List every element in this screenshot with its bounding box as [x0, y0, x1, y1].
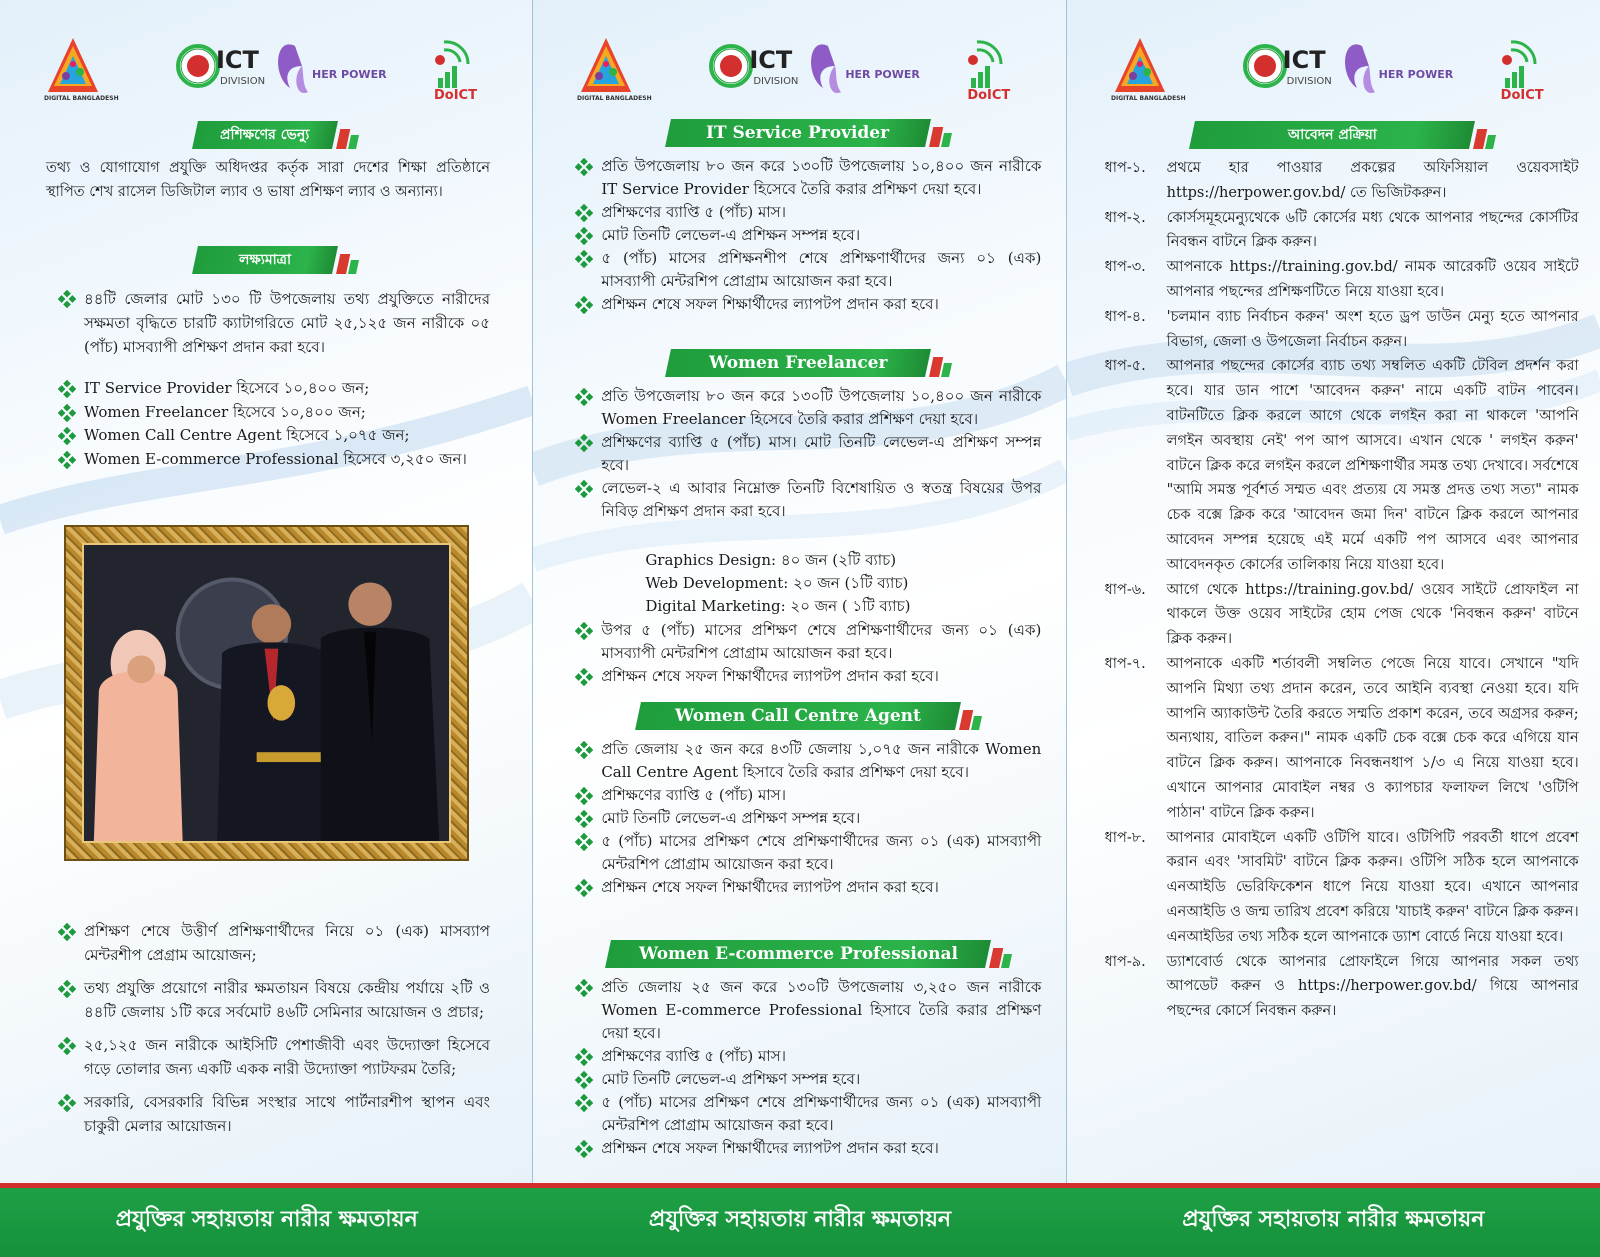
bullet-icon	[575, 250, 593, 268]
bullet-icon	[575, 833, 593, 851]
list-item: ২৫,১২৫ জন নারীকে আইসিটি পেশাজীবী এবং উদ্যোক্তা হিসেবে গড়ে তোলার জন্য একটি একক নারী উদ্যোক্তা প্যাটফরম তৈরি;	[58, 1034, 490, 1081]
bullet-icon	[575, 879, 593, 897]
her-power-text: HER POWER	[1378, 68, 1454, 81]
bullet-icon	[58, 1094, 76, 1112]
wf-list	[575, 385, 1041, 523]
itsp-list	[575, 155, 1041, 316]
list-item: Graphics Design: ৪০ জন (২টি ব্যাচ)	[645, 551, 897, 569]
list-item: ৫ (পাঁচ) মাসের প্রশিক্ষণ শেষে প্রশিক্ষণার্থীদের জন্য ০১ (এক) মাসব্যাপী মেন্টরশিপ প্রোগ্রাম আয়োজন করা হবে।	[575, 1091, 1041, 1137]
list-item: Women E-commerce Professional হিসেবে ৩,২৫০ জন।	[58, 448, 490, 472]
bullet-icon	[575, 434, 593, 452]
bullet-icon	[575, 480, 593, 498]
bullet-icon	[575, 787, 593, 805]
panel-left	[0, 0, 533, 1183]
her-power-text: HER POWER	[312, 68, 387, 81]
bullet-icon	[58, 980, 76, 998]
ict-logo-text: ICT	[1282, 46, 1326, 74]
bullet-icon	[575, 1048, 593, 1066]
bullet-icon	[58, 1037, 76, 1055]
award-photo	[82, 543, 451, 843]
list-item: সরকারি, বেসরকারি বিভিন্ন সংস্থার সাথে পার্টনারশীপ স্থাপন এবং চাকুরী মেলার আয়োজন।	[58, 1091, 490, 1138]
bullet-icon	[575, 204, 593, 222]
bullet-icon	[575, 1140, 593, 1158]
venue-text: তথ্য ও যোগাযোগ প্রযুক্তি অধিদপ্তর কর্তৃক সারা দেশের শিক্ষা প্রতিষ্ঠানে স্থাপিত শেখ রাসেল ডিজিটাল ল্যাব ও ভাষা প্রশিক্ষণ ল্যাব ও অন্যান্য।	[46, 160, 490, 200]
partner-logos	[1107, 36, 1567, 106]
wf-list-b	[575, 619, 1041, 688]
step-item: ধাপ-২. কোর্সসমূহমেন্যুথেকে ৬টি কোর্সের মধ্য থেকে আপনার পছন্দের কোর্সটির নিবন্ধন বাটনে ক্লিক করুন।	[1104, 209, 1579, 251]
apply-heading: আবেদন প্রক্রিয়া	[1189, 121, 1475, 149]
doict-text: DoICT	[967, 88, 1011, 103]
wcca-heading: Women Call Centre Agent	[635, 702, 961, 730]
list-item: Web Development: ২০ জন (১টি ব্যাচ)	[645, 574, 909, 592]
bullet-icon	[575, 979, 593, 997]
step-item: ধাপ-৬. আগে থেকে https://training.gov.bd/ ওয়েব সাইটে প্রোফাইল না থাকলে উক্ত ওয়েব সাইটের হোম পেজ থেকে 'নিবন্ধন করুন' বাটনে ক্লিক করুন।	[1104, 581, 1579, 648]
target-intro-list	[58, 287, 490, 359]
partner-logos	[573, 36, 1033, 106]
list-item: Women Freelancer হিসেবে ১০,৪০০ জন;	[58, 401, 490, 425]
wf-subject-list	[575, 549, 1041, 618]
activities-list	[58, 920, 490, 1138]
wf-heading: Women Freelancer	[665, 349, 931, 377]
step-item: ধাপ-৩. আপনাকে https://training.gov.bd/ নামক আরেকটি ওয়েব সাইটে আপনার পছন্দের প্রশিক্ষণটিতে নিয়ে যাওয়া হবে।	[1104, 259, 1579, 300]
bullet-icon	[575, 741, 593, 759]
bullet-icon	[58, 427, 76, 445]
list-item: ৫ (পাঁচ) মাসের প্রশিক্ষণ শেষে প্রশিক্ষণার্থীদের জন্য ০১ (এক) মাসব্যাপী মেন্টরশিপ প্রোগ্রাম আয়োজন করা হবে।	[575, 830, 1041, 876]
wep-heading: Women E-commerce Professional	[605, 940, 991, 968]
list-item: উপর ৫ (পাঁচ) মাসের প্রশিক্ষণ শেষে প্রশিক্ষণার্থীদের জন্য ০১ (এক) মাসব্যাপী মেন্টরশিপ প্রোগ্রাম আয়োজন করা হবে।	[575, 619, 1041, 665]
bullet-icon	[575, 296, 593, 314]
step-item: ধাপ-৮. আপনার মোবাইলে একটি ওটিপি যাবে। ওটিপিটি পরবর্তী ধাপে প্রবেশ করান এবং 'সাবমিট' বাটনে ক্লিক করুন। ওটিপি সঠিক হলে আপনাকে এনআইডি ভেরিফিকেশন ধাপে নিয়ে যাওয়া হবে। এখানে আপনার এনআইডি ও জন্ম তারিখ প্রবেশ করিয়ে 'যাচাই করুন' বাটনে ক্লিক করুন। এনআইডির তথ্য সঠিক হলে আপনাকে ড্যাশ বোর্ডে নিয়ে যাওয়া হবে।	[1104, 829, 1579, 945]
footer-tagline: প্রযুক্তির সহায়তায় নারীর ক্ষমতায়ন	[648, 1207, 952, 1232]
list-item: প্রশিক্ষণের ব্যাপ্তি ৫ (পাঁচ) মাস।	[575, 1045, 1041, 1068]
list-item: তথ্য প্রযুক্তি প্রয়োগে নারীর ক্ষমতায়ন বিষয়ে কেন্দ্রীয় পর্যায়ে ২টি ও ৪৪টি জেলায় ১টি করে সর্বমোট ৪৬টি সেমিনার আয়োজন ও প্রচার;	[58, 977, 490, 1024]
bullet-icon	[575, 622, 593, 640]
list-item: লেভেল-২ এ আবার নিম্নোক্ত তিনটি বিশেষায়িত ও স্বতন্ত্র বিষয়ের উপর নিবিড় প্রশিক্ষণ প্রদান করা হবে।	[575, 477, 1041, 523]
bullet-icon	[58, 380, 76, 398]
bullet-icon	[575, 388, 593, 406]
bullet-icon	[575, 1094, 593, 1112]
wep-list	[575, 976, 1041, 1160]
list-item: প্রশিক্ষন শেষে সফল শিক্ষার্থীদের ল্যাপটপ প্রদান করা হবে।	[575, 293, 1041, 316]
target-heading: লক্ষ্যমাত্রা	[192, 246, 338, 274]
application-steps	[1105, 156, 1579, 1024]
panel-right	[1067, 0, 1600, 1183]
partner-logos	[40, 36, 500, 106]
logo-bar	[1107, 36, 1567, 106]
panel-middle	[533, 0, 1066, 1183]
step-item: ধাপ-৭. আপনাকে একটি শর্তাবলী সম্বলিত পেজে নিয়ে যাবে। সেখানে "যদি আপনি মিথ্যা তথ্য প্রদান করেন, তবে আইনি ব্যবস্থা নেওয়া হবে। যদি আপনি অ্যাকাউন্ট তৈরি করতে সম্মতি প্রকাশ করেন, তবে অগ্রসর করুন; অন্যথায়, বাতিল করুন।" নামক একটি চেক বক্সে চেক করে এগিয়ে যান বাটনে ক্লিক করুন। আপনাকে নিবন্ধনধাপ ১/৩ এ নিয়ে যাওয়া হবে। এখানে আপনার মোবাইল নম্বর ও ক্যাপচার ফলাফল লিখে 'ওটিপি পাঠান' বাটনে ক্লিক করুন।	[1104, 655, 1579, 821]
doict-text: DoICT	[434, 88, 477, 103]
list-item: প্রতি উপজেলায় ৮০ জন করে ১৩০টি উপজেলায় ১০,৪০০ জন নারীকে IT Service Provider হিসেবে তৈরি করার প্রশিক্ষণ দেয়া হবে।	[575, 155, 1041, 201]
division-text: DIVISION	[1286, 76, 1332, 87]
logo-bar	[40, 36, 500, 106]
list-item: প্রশিক্ষণের ব্যাপ্তি ৫ (পাঁচ) মাস।	[575, 784, 1041, 807]
footer-tagline: প্রযুক্তির সহায়তায় নারীর ক্ষমতায়ন	[115, 1207, 418, 1232]
step-item: ধাপ-৫. আপনার পছন্দের কোর্সের ব্যাচ তথ্য সম্বলিত একটি টেবিল প্রদর্শন করা হবে। যার ডান পাশে 'আবেদন করুন' নামে একটি বাটন পাবেন। বাটনটিতে ক্লিক করলে আগে থেকে লগইন করা না থাকলে 'আপনি লগইন অবস্থায় নেই' পপ আপ আসবে। এখান থেকে ' লগইন করুন' বাটনে ক্লিক করে লগইন করলে প্রশিক্ষণার্থীর সমস্ত তথ্য দেখাবে। সর্বশেষে "আমি সমস্ত পূর্বশর্ত সম্মত এবং প্রত্যয় যে সমস্ত প্রদত্ত তথ্য সত্য" নামক চেক বক্সে ক্লিক করে 'আবেদন জমা দিন' বাটনে ক্লিক করলে আপনার আবেদন সম্পন্ন হয়েছে এই মর্মে একটি পপ আসবে এবং আপনার আবেদনকৃত কোর্সের তালিকায় নিয়ে যাওয়া হবে।	[1104, 358, 1579, 573]
list-item: প্রশিক্ষণ শেষে উত্তীর্ণ প্রশিক্ষণার্থীদের নিয়ে ০১ (এক) মাসব্যাপ মেন্টরশীপ প্রেগ্রাম আয়োজন;	[58, 920, 490, 967]
footer-tagline: প্রযুক্তির সহায়তায় নারীর ক্ষমতায়ন	[1182, 1207, 1485, 1232]
list-item: প্রশিক্ষন শেষে সফল শিক্ষার্থীদের ল্যাপটপ প্রদান করা হবে।	[575, 1137, 1041, 1160]
bullet-icon	[58, 290, 76, 308]
division-text: DIVISION	[753, 76, 799, 87]
step-item: ধাপ-১. প্রথমে হার পাওয়ার প্রকল্পের অফিসিয়াল ওয়েবসাইট https://herpower.gov.bd/ তে ভিজিটকরুন।	[1104, 160, 1579, 201]
list-item: Women Call Centre Agent হিসেবে ১,০৭৫ জন;	[58, 424, 490, 448]
venue-heading: প্রশিক্ষণের ভেন্যু	[192, 121, 338, 149]
logo-bar	[573, 36, 1033, 106]
list-item: প্রশিক্ষণের ব্যাপ্তি ৫ (পাঁচ) মাস।	[575, 201, 1041, 224]
ict-logo-text: ICT	[216, 46, 259, 74]
list-item: মোট তিনটি লেভেল-এ প্রশিক্ষন সম্পন্ন হবে।	[575, 224, 1041, 247]
bullet-icon	[575, 1071, 593, 1089]
award-photo-illustration	[84, 545, 449, 841]
list-item: প্রতি উপজেলায় ৮০ জন করে ১৩০টি উপজেলায় ১০,৪০০ জন নারীকে Women Freelancer হিসেবে তৈরি করার প্রশিক্ষণ দেয়া হবে।	[575, 385, 1041, 431]
list-item: প্রতি জেলায় ২৫ জন করে ১৩০টি উপজেলায় ৩,২৫০ জন নারীকে Women E-commerce Professional হিসাবে তৈরি করার প্রশিক্ষণ দেয়া হবে।	[575, 976, 1041, 1045]
division-text: DIVISION	[220, 76, 266, 87]
list-item: মোট তিনটি লেভেল-এ প্রশিক্ষণ সম্পন্ন হবে।	[575, 807, 1041, 830]
list-item: IT Service Provider হিসেবে ১০,৪০০ জন;	[58, 377, 490, 401]
wcca-list	[575, 738, 1041, 899]
list-item: প্রশিক্ষন শেষে সফল শিক্ষার্থীদের ল্যাপটপ প্রদান করা হবে।	[575, 876, 1041, 899]
list-item: প্রশিক্ষণের ব্যাপ্তি ৫ (পাঁচ) মাস। মোট তিনটি লেভেল-এ প্রশিক্ষণ সম্পন্ন হবে।	[575, 431, 1041, 477]
itsp-heading: IT Service Provider	[665, 119, 931, 147]
bullet-icon	[58, 451, 76, 469]
list-item: মোট তিনটি লেভেল-এ প্রশিক্ষণ সম্পন্ন হবে।	[575, 1068, 1041, 1091]
bullet-icon	[58, 404, 76, 422]
target-list	[58, 377, 490, 471]
step-item: ধাপ-৪. 'চলমান ব্যাচ নির্বাচন করুন' অংশ হতে ড্রপ ডাউন মেন্যু হতে আপনার বিভাগ, জেলা ও উপজেলা নির্বাচন করুন।	[1104, 308, 1579, 350]
bullet-icon	[575, 810, 593, 828]
her-power-text: HER POWER	[845, 68, 920, 81]
doict-text: DoICT	[1500, 88, 1544, 103]
bullet-icon	[58, 923, 76, 941]
footer-band	[0, 1188, 1600, 1257]
ict-logo-text: ICT	[749, 46, 793, 74]
list-item: প্রতি জেলায় ২৫ জন করে ৪৩টি জেলায় ১,০৭৫ জন নারীকে Women Call Centre Agent হিসাবে তৈরি করার প্রশিক্ষণ দেয়া হবে।	[575, 738, 1041, 784]
bullet-icon	[575, 158, 593, 176]
bullet-icon	[575, 227, 593, 245]
list-item: প্রশিক্ষন শেষে সফল শিক্ষার্থীদের ল্যাপটপ প্রদান করা হবে।	[575, 665, 1041, 688]
award-photo-frame	[64, 525, 469, 861]
list-item: ৪৪টি জেলার মোট ১৩০ টি উপজেলায় তথ্য প্রযুক্তিতে নারীদের সক্ষমতা বৃদ্ধিতে চারটি ক্যাটাগরিতে মোট ২৫,১২৫ জন নারীকে ০৫ (পাঁচ) মাসব্যাপী প্রশিক্ষণ প্রদান করা হবে।	[58, 287, 490, 359]
list-item: ৫ (পাঁচ) মাসের প্রশিক্ষনশীপ শেষে প্রশিক্ষণার্থীদের জন্য ০১ (এক) মাসব্যাপী মেন্টরশিপ প্রোগ্রাম আয়োজন করা হবে।	[575, 247, 1041, 293]
list-item: Digital Marketing: ২০ জন ( ১টি ব্যাচ)	[645, 597, 911, 615]
bullet-icon	[575, 668, 593, 686]
step-item: ধাপ-৯. ড্যাশবোর্ড থেকে আপনার প্রোফাইলে গিয়ে আপনার সকল তথ্য আপডেট করুন ও https://herpower.gov.bd/ গিয়ে আপনার পছন্দের কোর্সে নিবন্ধন করুন।	[1104, 953, 1579, 1020]
